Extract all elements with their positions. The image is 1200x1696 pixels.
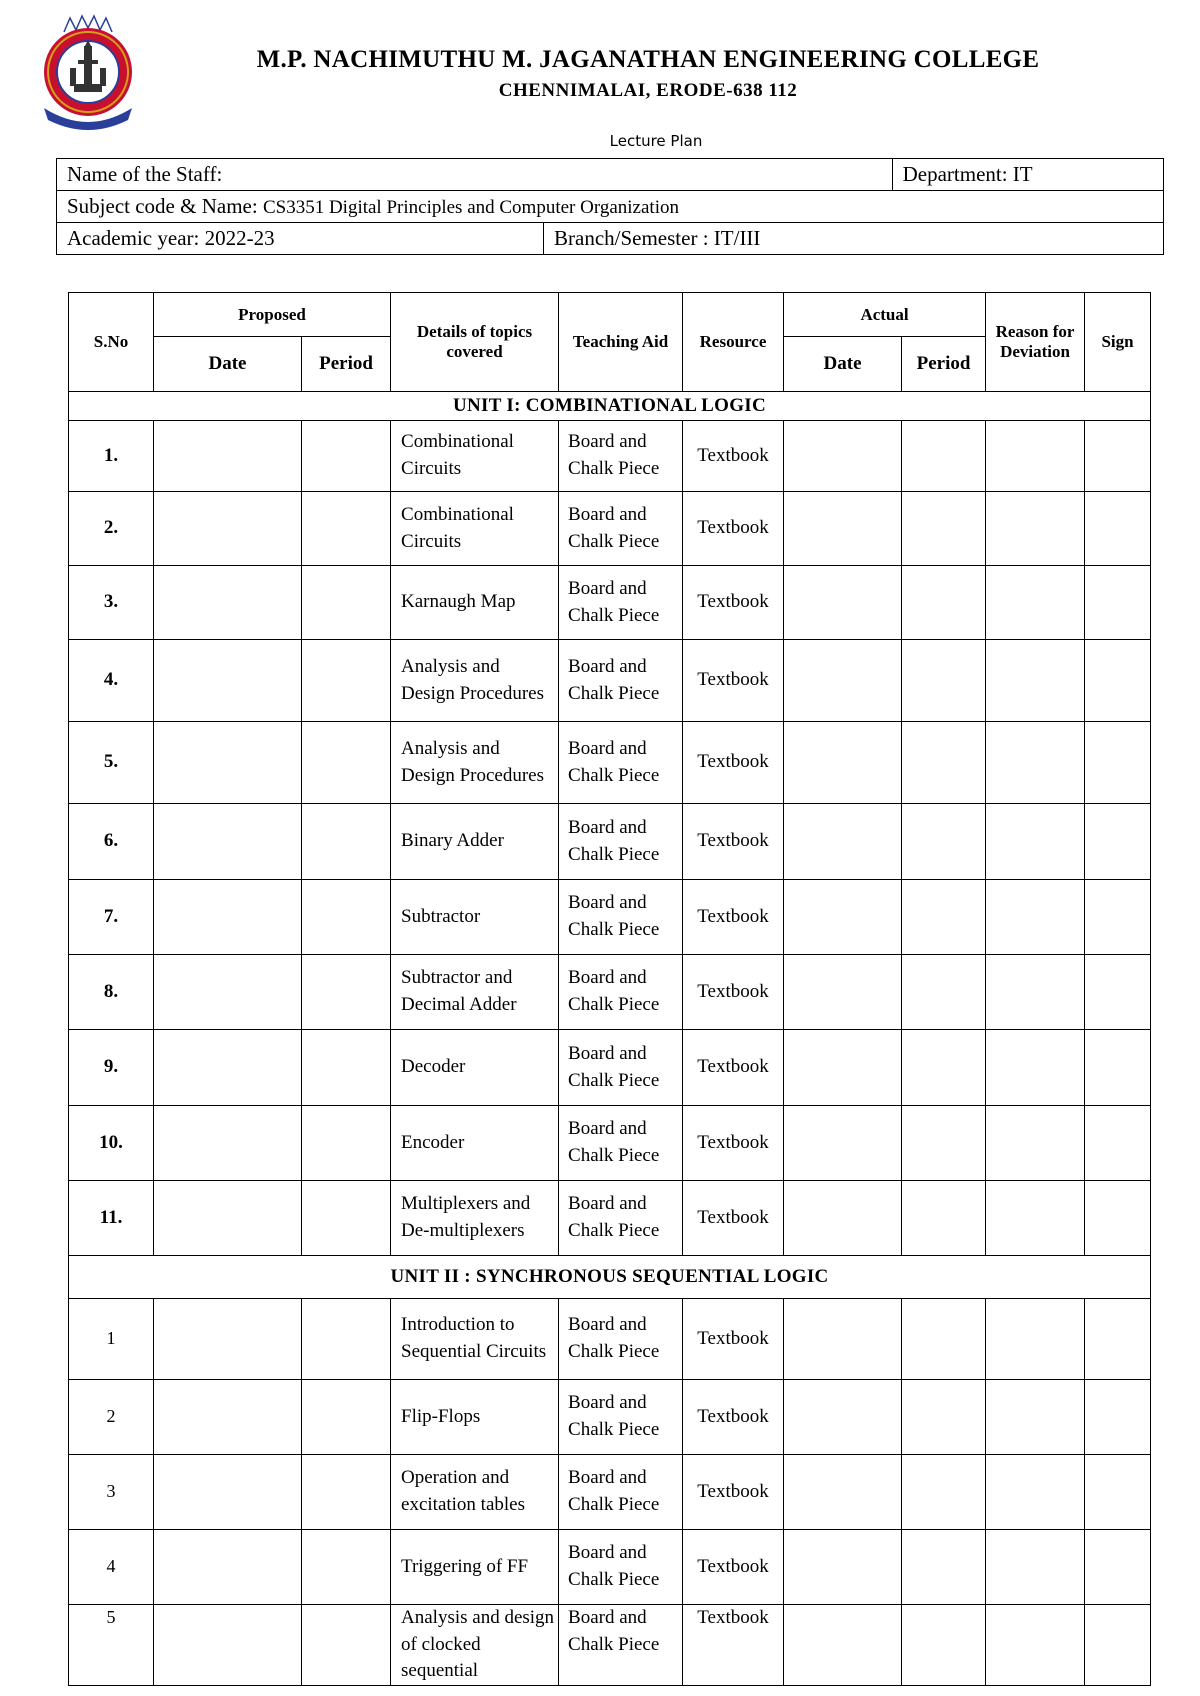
actual-period-cell <box>902 955 986 1030</box>
sign-cell <box>1085 880 1151 955</box>
department-field: Department: IT <box>892 159 1163 191</box>
proposed-period-cell <box>302 1030 391 1106</box>
resource-cell: Textbook <box>683 566 784 640</box>
subject-value: CS3351 Digital Principles and Computer Organization <box>262 197 679 218</box>
resource-cell: Textbook <box>683 1030 784 1106</box>
college-logo-icon <box>34 12 142 134</box>
proposed-period-cell <box>302 1181 391 1256</box>
sno-cell: 11. <box>69 1181 154 1256</box>
header-reason-for-deviation: Reason for Deviation <box>986 293 1085 392</box>
actual-period-cell <box>902 880 986 955</box>
college-name: M.P. NACHIMUTHU M. JAGANATHAN ENGINEERING COLLEGE <box>256 46 1040 73</box>
table-row <box>69 1455 1151 1530</box>
actual-period-cell <box>902 722 986 804</box>
reason-cell <box>986 421 1085 492</box>
lecture-plan-table <box>68 292 1151 1686</box>
reason-cell <box>986 1299 1085 1380</box>
header-teaching-aid: Teaching Aid <box>559 293 683 392</box>
sign-cell <box>1085 804 1151 880</box>
actual-period-cell <box>902 1299 986 1380</box>
proposed-date-cell <box>154 1455 302 1530</box>
teaching-aid-cell: Board and Chalk Piece <box>559 1380 683 1455</box>
topic-cell: Decoder <box>391 1030 559 1106</box>
actual-date-cell <box>784 955 902 1030</box>
reason-cell <box>986 566 1085 640</box>
staff-info-table <box>56 158 1164 255</box>
resource-cell: Textbook <box>683 804 784 880</box>
actual-date-cell <box>784 1380 902 1455</box>
sno-cell: 5 <box>69 1605 154 1686</box>
proposed-date-cell <box>154 640 302 722</box>
sign-cell <box>1085 640 1151 722</box>
topic-cell: Introduction to Sequential Circuits <box>391 1299 559 1380</box>
teaching-aid-cell: Board and Chalk Piece <box>559 955 683 1030</box>
teaching-aid-cell: Board and Chalk Piece <box>559 566 683 640</box>
sno-cell: 9. <box>69 1030 154 1106</box>
reason-cell <box>986 1380 1085 1455</box>
proposed-date-cell <box>154 1530 302 1605</box>
resource-cell: Textbook <box>683 1530 784 1605</box>
proposed-period-cell <box>302 880 391 955</box>
actual-date-cell <box>784 1030 902 1106</box>
table-row <box>69 722 1151 804</box>
resource-cell: Textbook <box>683 1181 784 1256</box>
proposed-period-cell <box>302 1380 391 1455</box>
reason-cell <box>986 492 1085 566</box>
teaching-aid-cell: Board and Chalk Piece <box>559 1455 683 1530</box>
table-row <box>69 1030 1151 1106</box>
reason-cell <box>986 722 1085 804</box>
sno-cell: 1. <box>69 421 154 492</box>
sno-cell: 8. <box>69 955 154 1030</box>
sign-cell <box>1085 1299 1151 1380</box>
proposed-period-cell <box>302 804 391 880</box>
resource-cell: Textbook <box>683 640 784 722</box>
proposed-period-cell <box>302 722 391 804</box>
teaching-aid-cell: Board and Chalk Piece <box>559 1181 683 1256</box>
table-row <box>69 1530 1151 1605</box>
header-proposed-date: Date <box>154 337 302 392</box>
reason-cell <box>986 955 1085 1030</box>
actual-date-cell <box>784 492 902 566</box>
actual-date-cell <box>784 880 902 955</box>
topic-cell: Binary Adder <box>391 804 559 880</box>
document-header <box>0 0 1200 150</box>
sign-cell <box>1085 955 1151 1030</box>
sign-cell <box>1085 1605 1151 1686</box>
resource-cell: Textbook <box>683 1455 784 1530</box>
proposed-date-cell <box>154 1605 302 1686</box>
teaching-aid-cell: Board and Chalk Piece <box>559 1030 683 1106</box>
resource-cell: Textbook <box>683 1106 784 1181</box>
table-row <box>69 1106 1151 1181</box>
college-address: CHENNIMALAI, ERODE-638 112 <box>498 80 798 101</box>
actual-date-cell <box>784 1530 902 1605</box>
sign-cell <box>1085 1106 1151 1181</box>
actual-period-cell <box>902 421 986 492</box>
sign-cell <box>1085 421 1151 492</box>
actual-date-cell <box>784 722 902 804</box>
topic-cell: Flip-Flops <box>391 1380 559 1455</box>
proposed-period-cell <box>302 1605 391 1686</box>
proposed-date-cell <box>154 566 302 640</box>
reason-cell <box>986 1181 1085 1256</box>
actual-period-cell <box>902 1030 986 1106</box>
proposed-period-cell <box>302 1530 391 1605</box>
topic-cell: Combinational Circuits <box>391 421 559 492</box>
actual-date-cell <box>784 1455 902 1530</box>
teaching-aid-cell: Board and Chalk Piece <box>559 1530 683 1605</box>
branch-semester-field: Branch/Semester : IT/III <box>544 223 1164 255</box>
sign-cell <box>1085 1530 1151 1605</box>
teaching-aid-cell: Board and Chalk Piece <box>559 1106 683 1181</box>
teaching-aid-cell: Board and Chalk Piece <box>559 1605 683 1686</box>
resource-cell: Textbook <box>683 880 784 955</box>
actual-period-cell <box>902 804 986 880</box>
topic-cell: Combinational Circuits <box>391 492 559 566</box>
teaching-aid-cell: Board and Chalk Piece <box>559 640 683 722</box>
teaching-aid-cell: Board and Chalk Piece <box>559 421 683 492</box>
topic-cell: Multiplexers and De-multiplexers <box>391 1181 559 1256</box>
actual-date-cell <box>784 1299 902 1380</box>
header-proposed-period: Period <box>302 337 391 392</box>
proposed-date-cell <box>154 722 302 804</box>
unit-heading: UNIT II : SYNCHRONOUS SEQUENTIAL LOGIC <box>69 1256 1151 1299</box>
topic-cell: Operation and excitation tables <box>391 1455 559 1530</box>
sno-cell: 6. <box>69 804 154 880</box>
topic-cell: Subtractor <box>391 880 559 955</box>
sign-cell <box>1085 1030 1151 1106</box>
proposed-period-cell <box>302 640 391 722</box>
topic-cell: Analysis and design of clocked sequential <box>391 1605 559 1686</box>
resource-cell: Textbook <box>683 1380 784 1455</box>
unit-heading: UNIT I: COMBINATIONAL LOGIC <box>69 392 1151 421</box>
proposed-period-cell <box>302 1299 391 1380</box>
proposed-date-cell <box>154 804 302 880</box>
table-row <box>69 1380 1151 1455</box>
topic-cell: Triggering of FF <box>391 1530 559 1605</box>
topic-cell: Analysis and Design Procedures <box>391 722 559 804</box>
proposed-period-cell <box>302 492 391 566</box>
reason-cell <box>986 640 1085 722</box>
table-row <box>69 804 1151 880</box>
staff-name-field: Name of the Staff: <box>57 159 893 191</box>
topic-cell: Analysis and Design Procedures <box>391 640 559 722</box>
actual-period-cell <box>902 492 986 566</box>
teaching-aid-cell: Board and Chalk Piece <box>559 492 683 566</box>
resource-cell: Textbook <box>683 722 784 804</box>
sign-cell <box>1085 722 1151 804</box>
table-row <box>69 955 1151 1030</box>
proposed-period-cell <box>302 1106 391 1181</box>
sno-cell: 4 <box>69 1530 154 1605</box>
proposed-date-cell <box>154 1380 302 1455</box>
document-title: Lecture Plan <box>609 132 703 150</box>
proposed-date-cell <box>154 880 302 955</box>
proposed-period-cell <box>302 421 391 492</box>
proposed-date-cell <box>154 1106 302 1181</box>
sign-cell <box>1085 492 1151 566</box>
topic-cell: Karnaugh Map <box>391 566 559 640</box>
proposed-period-cell <box>302 566 391 640</box>
proposed-date-cell <box>154 492 302 566</box>
resource-cell: Textbook <box>683 955 784 1030</box>
sign-cell <box>1085 1181 1151 1256</box>
actual-date-cell <box>784 1106 902 1181</box>
actual-period-cell <box>902 1605 986 1686</box>
actual-date-cell <box>784 640 902 722</box>
header-proposed: Proposed <box>154 293 391 337</box>
table-row <box>69 492 1151 566</box>
table-row <box>69 880 1151 955</box>
header-actual-date: Date <box>784 337 902 392</box>
actual-date-cell <box>784 566 902 640</box>
actual-date-cell <box>784 1181 902 1256</box>
resource-cell: Textbook <box>683 492 784 566</box>
subject-label: Subject code & Name: <box>67 194 258 218</box>
teaching-aid-cell: Board and Chalk Piece <box>559 880 683 955</box>
sno-cell: 2 <box>69 1380 154 1455</box>
table-row <box>69 421 1151 492</box>
resource-cell: Textbook <box>683 1605 784 1686</box>
sign-cell <box>1085 1380 1151 1455</box>
reason-cell <box>986 1106 1085 1181</box>
reason-cell <box>986 1605 1085 1686</box>
reason-cell <box>986 880 1085 955</box>
actual-period-cell <box>902 566 986 640</box>
topic-cell: Encoder <box>391 1106 559 1181</box>
proposed-period-cell <box>302 1455 391 1530</box>
reason-cell <box>986 1530 1085 1605</box>
sno-cell: 4. <box>69 640 154 722</box>
reason-cell <box>986 804 1085 880</box>
header-resource: Resource <box>683 293 784 392</box>
resource-cell: Textbook <box>683 421 784 492</box>
proposed-date-cell <box>154 1030 302 1106</box>
teaching-aid-cell: Board and Chalk Piece <box>559 804 683 880</box>
reason-cell <box>986 1455 1085 1530</box>
actual-date-cell <box>784 804 902 880</box>
header-actual: Actual <box>784 293 986 337</box>
proposed-period-cell <box>302 955 391 1030</box>
resource-cell: Textbook <box>683 1299 784 1380</box>
sno-cell: 5. <box>69 722 154 804</box>
sign-cell <box>1085 1455 1151 1530</box>
header-topics: Details of topics covered <box>391 293 559 392</box>
academic-year-field: Academic year: 2022-23 <box>57 223 544 255</box>
sno-cell: 3. <box>69 566 154 640</box>
table-row <box>69 1299 1151 1380</box>
proposed-date-cell <box>154 1299 302 1380</box>
table-row <box>69 640 1151 722</box>
subject-field <box>57 191 1164 223</box>
sno-cell: 2. <box>69 492 154 566</box>
teaching-aid-cell: Board and Chalk Piece <box>559 722 683 804</box>
actual-date-cell <box>784 1605 902 1686</box>
sno-cell: 1 <box>69 1299 154 1380</box>
actual-period-cell <box>902 1106 986 1181</box>
sign-cell <box>1085 566 1151 640</box>
reason-cell <box>986 1030 1085 1106</box>
topic-cell: Subtractor and Decimal Adder <box>391 955 559 1030</box>
table-row <box>69 1181 1151 1256</box>
header-sno: S.No <box>69 293 154 392</box>
sno-cell: 10. <box>69 1106 154 1181</box>
actual-period-cell <box>902 1380 986 1455</box>
proposed-date-cell <box>154 421 302 492</box>
proposed-date-cell <box>154 955 302 1030</box>
table-row <box>69 1605 1151 1686</box>
sno-cell: 3 <box>69 1455 154 1530</box>
table-row <box>69 566 1151 640</box>
proposed-date-cell <box>154 1181 302 1256</box>
teaching-aid-cell: Board and Chalk Piece <box>559 1299 683 1380</box>
actual-period-cell <box>902 640 986 722</box>
actual-period-cell <box>902 1455 986 1530</box>
header-sign: Sign <box>1085 293 1151 392</box>
sno-cell: 7. <box>69 880 154 955</box>
actual-period-cell <box>902 1530 986 1605</box>
actual-period-cell <box>902 1181 986 1256</box>
actual-date-cell <box>784 421 902 492</box>
header-actual-period: Period <box>902 337 986 392</box>
